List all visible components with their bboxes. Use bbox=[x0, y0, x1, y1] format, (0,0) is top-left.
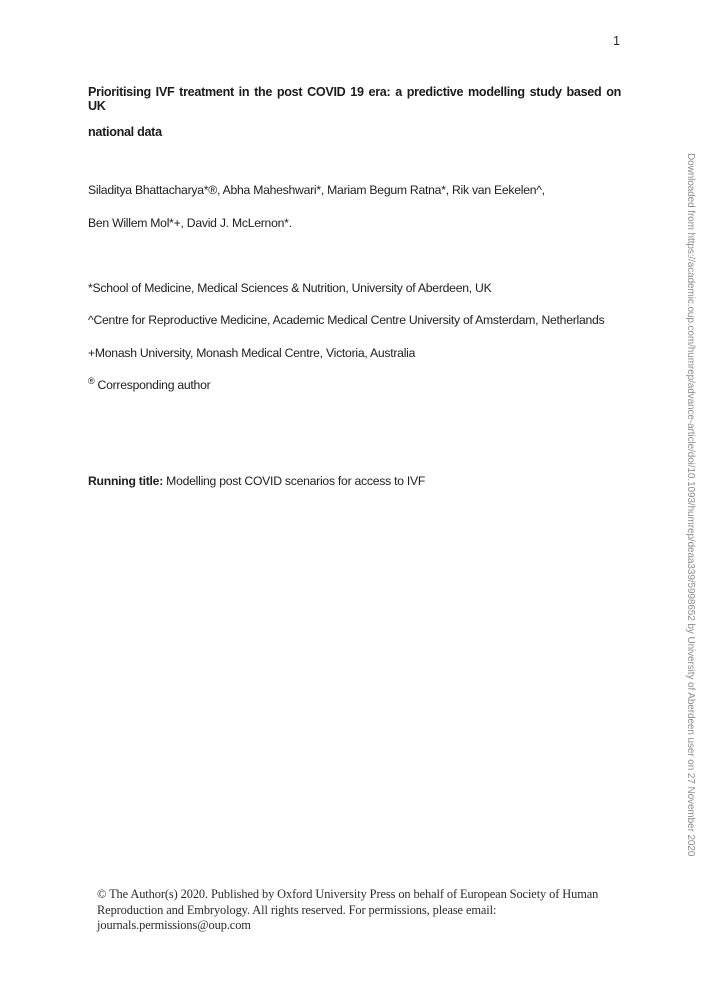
affiliation-monash: +Monash University, Monash Medical Centre, Victoria, Australia bbox=[88, 346, 416, 360]
running-title-label: Running title: bbox=[88, 474, 164, 488]
author-list-line-2: Ben Willem Mol*+, David J. McLernon*. bbox=[88, 216, 292, 230]
article-title-line-1: Prioritising IVF treatment in the post COVID 19 era: a predictive modelling study based on UK bbox=[88, 85, 621, 113]
copyright-notice: © The Author(s) 2020. Published by Oxford University Press on behalf of European Society of Human Reproduction and Embryology. All rights reserved. For permissions, please email: journals.permissions@oup.com bbox=[97, 887, 599, 932]
author-list-line-1: Siladitya Bhattacharya*®, Abha Maheshwari*, Mariam Begum Ratna*, Rik van Eekelen^, bbox=[88, 183, 545, 197]
corresponding-author-text: Corresponding author bbox=[94, 378, 211, 392]
running-title bbox=[88, 474, 425, 488]
corresponding-author-note bbox=[88, 375, 211, 392]
article-title-line-2: national data bbox=[88, 125, 162, 139]
running-title-text: Modelling post COVID scenarios for access to IVF bbox=[163, 474, 426, 488]
page-number: 1 bbox=[612, 34, 620, 48]
download-watermark: Downloaded from https://academic.oup.com/humrep/advance-article/doi/10.1093/humrep/deaa339/5998652 by University of Aberdeen user on 27 November 2020 bbox=[685, 153, 696, 857]
affiliation-aberdeen: *School of Medicine, Medical Sciences & Nutrition, University of Aberdeen, UK bbox=[88, 281, 492, 295]
corresponding-author-symbol: ® bbox=[88, 375, 95, 386]
affiliation-amsterdam: ^Centre for Reproductive Medicine, Academic Medical Centre University of Amsterdam, Netherlands bbox=[88, 313, 605, 327]
